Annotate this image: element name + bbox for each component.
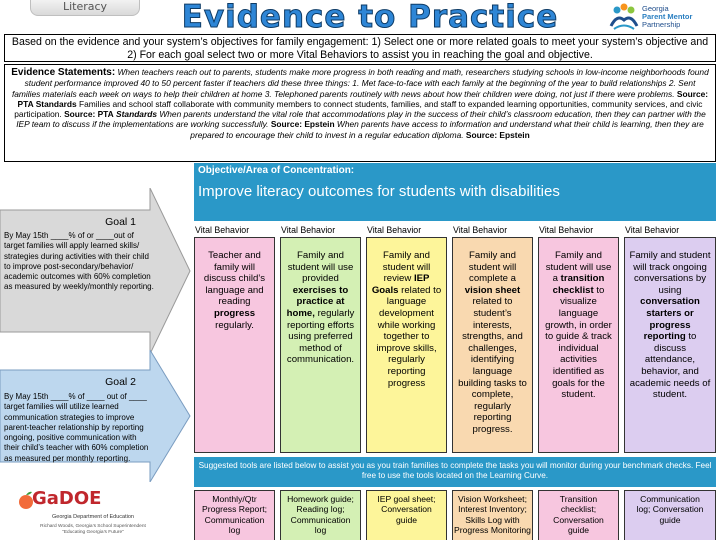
goal-1-title: Goal 1 <box>105 216 136 228</box>
tool-line: Communication <box>204 514 265 525</box>
tool-line: Interest Inventory; <box>458 504 527 515</box>
goal-1 <box>0 188 192 354</box>
tool-line: Reading log; <box>296 504 345 515</box>
objective-label: Objective/Area of Concentration: <box>198 165 355 176</box>
tool-line: guide <box>567 525 590 536</box>
tool-line: Progress Monitoring <box>454 525 531 536</box>
instructions-line1: Based on the evidence and your system’s objectives for family engagement: 1) Select one or more related goals to meet your system’s objective and <box>11 36 709 48</box>
gpm-logo <box>608 2 718 32</box>
instructions-line2: 2) For each goal select two or more Vital Behaviors to assist you in reaching the goal and objective. <box>127 49 593 61</box>
tool-line: log; Conversation <box>636 504 704 515</box>
vital-behavior-header: Vital Behavior <box>625 225 680 235</box>
vital-behavior-1 <box>194 224 275 456</box>
gadoe-wordmark: GaDOE <box>32 488 102 509</box>
tool-box-6 <box>624 490 716 540</box>
vital-behaviors <box>194 224 716 456</box>
tools-row <box>194 490 716 540</box>
vital-behavior-header: Vital Behavior <box>195 225 250 235</box>
behavior-text-pre: Family and student will complete a <box>468 250 517 285</box>
behavior-text-pre: Family and student will use a <box>545 250 612 285</box>
objective-box <box>194 163 716 221</box>
tool-box-3 <box>366 490 447 540</box>
suggested-tools-band: Suggested tools are listed below to assist you as you train families to complete the tasks you will monitor during your benchmark checks. Feel free to use the tools located on the Learning Curve. <box>194 457 716 487</box>
people-circle-icon <box>608 2 640 32</box>
gadoe-tagline: “Educating Georgia’s Future” <box>62 530 124 535</box>
evidence-statement-4: When parents have access to information and understand what their child is learning, then they are prepared to encourage their child to invest in a regular education diploma. <box>190 119 704 140</box>
vital-behavior-box <box>452 237 533 453</box>
vital-behavior-box <box>538 237 619 453</box>
tool-line: checklist; <box>560 504 597 515</box>
gpm-line3: Partnership <box>642 20 681 29</box>
tool-line: Conversation <box>381 504 432 515</box>
vital-behavior-box <box>280 237 361 453</box>
behavior-text-bold: IEP Goals <box>371 273 430 296</box>
gadoe-superintendent-name: Richard Woods, Georgia’s School Superintendent <box>40 524 146 529</box>
goal-2-text: By May 15th ____% of ____ out of ____ target families will utilize learned communication strategies to improve parent-teacher relationship by reporting ongoing, positive communication with their child’s teacher with 60% completion as measured per monthly reporting. <box>4 392 149 463</box>
evidence-statement-2: Families and school staff collaborate with community members to connect students, families, and staff to expanded learning opportunities, community services, and civic participation. <box>14 98 703 120</box>
vital-behavior-box <box>194 237 275 453</box>
page-title: Evidence to Practice <box>181 0 559 35</box>
tool-line: Transition <box>559 494 598 504</box>
tool-line: Communication <box>640 494 700 504</box>
tool-line: log <box>228 525 241 536</box>
behavior-text-post: to discuss attendance, behavior, and academic needs of student. <box>629 331 711 401</box>
evidence-source-1: Source: PTA Standards <box>17 88 709 109</box>
tool-line: guide <box>395 514 418 525</box>
vital-behavior-4 <box>452 224 533 456</box>
evidence-source-4: Source: Epstein <box>465 129 530 140</box>
vital-behavior-header: Vital Behavior <box>453 225 508 235</box>
behavior-text-post: to visualize language growth, in order to guide & track individual activities identified as goals for the student. <box>545 284 612 401</box>
behavior-text-bold: progress <box>213 307 256 319</box>
vital-behavior-2 <box>280 224 361 456</box>
behavior-text-bold: exercises to practice at home, <box>286 284 349 319</box>
evidence-source-2: Source: PTA <box>64 109 114 120</box>
literacy-tab: Literacy <box>30 0 140 16</box>
tool-line: Conversation <box>553 514 604 525</box>
evidence-statements <box>4 64 716 162</box>
tool-line: guide <box>659 514 681 525</box>
tool-line: Skills Log with <box>465 514 520 525</box>
behavior-text-pre: Family and student will track ongoing conversations by using <box>629 250 711 296</box>
goal-2 <box>0 350 192 482</box>
behavior-text-pre: Family and student will use provided <box>287 250 354 285</box>
tool-box-1 <box>194 490 275 540</box>
behavior-text-bold: transition checklist <box>552 273 605 296</box>
evidence-statement-1: When teachers reach out to parents, students make more progress in both reading and math, researchers studying schools in low-income neighborhoods found student performance improved 40 to 50 percent faster if teachers did these three things: 1. Met face-to-face with each family at the beginning of the year to build relationships 2. Sent families materials each week on ways to help their children at home 3. Telephoned parents routinely with news about how their children were doing, not just if there were problems. <box>11 67 709 99</box>
evidence-statement-3: When parents understand the vital role that accommodations play in the success of their child’s classroom education, then they can partner with the IEP team to discuss if the implementations are working successfully. <box>16 109 706 130</box>
behavior-text-pre: Family and student will review <box>382 250 431 285</box>
tool-box-5 <box>538 490 619 540</box>
tool-line: Vision Worksheet; <box>458 494 527 504</box>
gadoe-logo <box>18 488 168 540</box>
evidence-source-3: Source: Epstein <box>270 119 335 130</box>
vital-behavior-6 <box>624 224 716 456</box>
behavior-text-post: related to student’s interests, strengths, and challenges, identifying language building tasks to complete, regularly reporting progress. <box>458 296 527 435</box>
instructions-box <box>4 34 716 62</box>
behavior-text-pre: Teacher and family will discuss child’s language and reading <box>203 250 266 308</box>
behavior-text-post: regularly. <box>215 319 254 331</box>
tool-line: Monthly/Qtr <box>212 494 257 504</box>
tool-line: Homework guide; <box>287 494 354 504</box>
objective-text: Improve literacy outcomes for students with disabilities <box>198 183 560 200</box>
tool-line: IEP goal sheet; <box>377 494 436 504</box>
behavior-text-post: related to language development while working together to improve skills, regularly reporting progress <box>376 284 442 389</box>
gadoe-department: Georgia Department of Education <box>52 514 134 520</box>
vital-behavior-header: Vital Behavior <box>281 225 336 235</box>
evidence-label: Evidence Statements: <box>11 67 116 78</box>
vital-behavior-3 <box>366 224 447 456</box>
gadoe-superintendent <box>18 524 168 536</box>
goal-1-text: By May 15th ____% of or ____out of target families will apply learned skills/ strategies during activities with their child to improve post-secondary/behavior/ academic outcomes with 60% completion as measured by weekly/monthly reporting. <box>4 231 154 292</box>
behavior-text-bold: conversation starters or progress reporting <box>640 296 700 343</box>
vital-behavior-box <box>366 237 447 453</box>
gpm-line2: Parent Mentor <box>642 12 693 21</box>
behavior-text-bold: vision sheet <box>464 284 521 296</box>
tool-line: Communication <box>290 514 351 525</box>
tool-box-2 <box>280 490 361 540</box>
vital-behavior-5 <box>538 224 619 456</box>
vital-behavior-header: Vital Behavior <box>367 225 422 235</box>
tool-line: log <box>314 525 327 536</box>
goal-2-title: Goal 2 <box>105 376 136 388</box>
tool-box-4 <box>452 490 533 540</box>
behavior-text-post: regularly reporting efforts using preferred method of communication. <box>286 307 355 366</box>
evidence-source-2b: Standards <box>116 109 158 120</box>
vital-behavior-header: Vital Behavior <box>539 225 594 235</box>
tool-line: Progress Report; <box>202 504 267 515</box>
vital-behavior-box <box>624 237 716 453</box>
gpm-line1: Georgia <box>642 4 669 13</box>
